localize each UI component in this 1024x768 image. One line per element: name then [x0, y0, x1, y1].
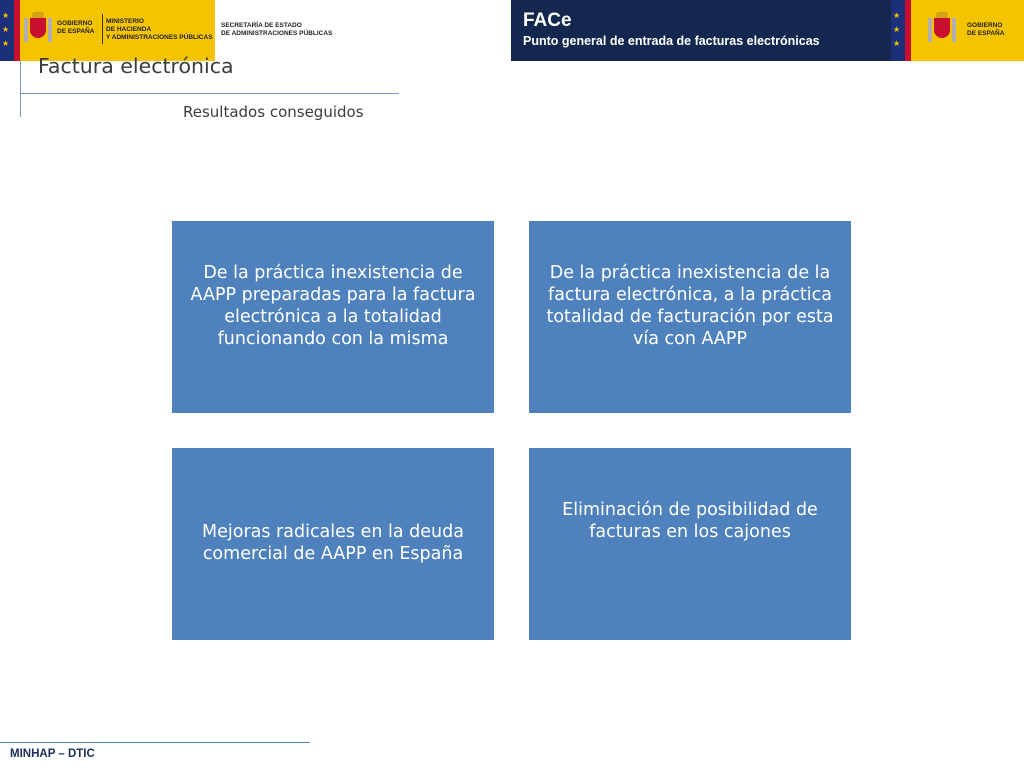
title-vertical-rule [20, 61, 21, 117]
eu-flag-strip-right [891, 0, 911, 61]
star-icon: ★ [893, 25, 901, 34]
star-icon: ★ [2, 25, 10, 34]
footer-text: MINHAP – DTIC [10, 748, 95, 760]
result-box-text: De la práctica inexistencia de la factura electrónica, a la práctica totalidad de facturación por esta vía con AAPP [546, 263, 834, 349]
eu-flag-strip-left [0, 0, 20, 61]
result-box-text: Eliminación de posibilidad de facturas en los cajones [562, 500, 818, 542]
logo-divider [102, 14, 103, 44]
star-icon: ★ [893, 11, 901, 20]
footer-rule [0, 742, 310, 743]
result-box [529, 221, 851, 413]
app-subtitle: Punto general de entrada de facturas electrónicas [523, 34, 820, 48]
star-icon: ★ [2, 39, 10, 48]
ministry-text: MINISTERIO DE HACIENDA Y ADMINISTRACIONES PÚBLICAS [106, 18, 213, 41]
page-subtitle: Resultados conseguidos [183, 103, 364, 121]
star-icon: ★ [893, 39, 901, 48]
coat-of-arms-icon [24, 10, 52, 46]
result-box-text: De la práctica inexistencia de AAPP preparadas para la factura electrónica a la totalidad funcionando con la misma [190, 263, 476, 349]
secretariat-text: SECRETARÍA DE ESTADO DE ADMINISTRACIONES PÚBLICAS [221, 22, 333, 37]
coat-of-arms-icon [928, 10, 956, 46]
page-title: Factura electrónica [38, 54, 234, 78]
app-title: FACe [523, 10, 572, 31]
result-box [529, 448, 851, 640]
star-icon: ★ [2, 11, 10, 20]
title-horizontal-rule [20, 93, 399, 94]
result-box [172, 448, 494, 640]
gobierno-logo-text-right: GOBIERNO DE ESPAÑA [967, 22, 1005, 37]
result-box [172, 221, 494, 413]
gobierno-logo-text: GOBIERNO DE ESPAÑA [57, 20, 95, 35]
result-box-text: Mejoras radicales en la deuda comercial de AAPP en España [202, 522, 464, 564]
